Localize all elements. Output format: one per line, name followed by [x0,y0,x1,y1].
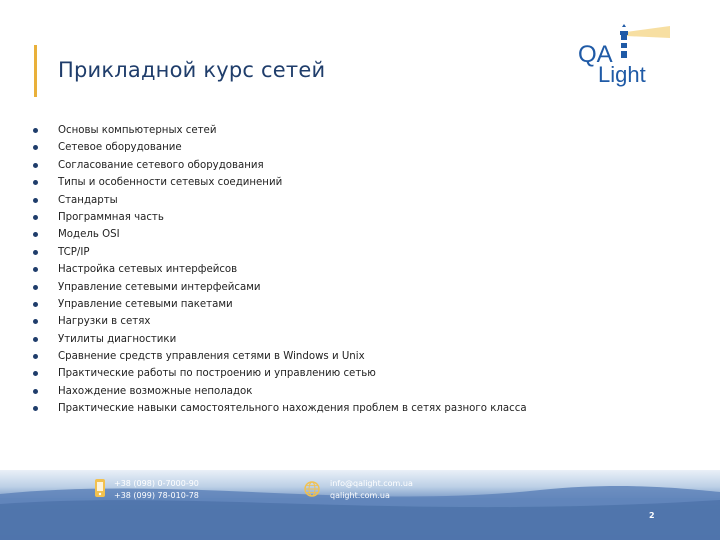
list-item [30,383,527,400]
phone-contacts [114,478,199,502]
website-link[interactable]: qalight.com.ua [330,491,390,500]
list-item [30,157,527,174]
bullet-icon [33,337,38,342]
list-item [30,209,527,226]
list-item-label: Практические работы по построению и управлению сетью [58,368,376,380]
list-item [30,365,527,382]
bullet-icon [33,371,38,376]
list-item-label: Программная часть [58,211,164,223]
list-item [30,313,527,330]
bullet-icon [33,163,38,168]
list-item [30,174,527,191]
email-link[interactable]: info@qalight.com.ua [330,479,413,488]
list-item-label: Нахождение возможные неполадок [58,385,253,397]
bullet-icon [33,145,38,150]
list-item [30,331,527,348]
list-item-label: Сетевое оборудование [58,142,182,154]
list-item [30,261,527,278]
slide-title: Прикладной курс сетей [58,58,326,82]
bullet-icon [33,285,38,290]
mobile-phone-icon [94,478,106,498]
bullet-icon [33,389,38,394]
phone-number-1[interactable]: +38 (098) 0-7000-90 [114,479,199,488]
bullet-icon [33,354,38,359]
globe-icon [304,481,320,497]
lighthouse-icon [620,24,670,58]
bullet-icon [33,215,38,220]
list-item-label: Типы и особенности сетевых соединений [58,177,283,189]
bullet-icon [33,180,38,185]
list-item-label: Управление сетевыми интерфейсами [58,281,261,293]
list-item-label: Сравнение средств управления сетями в Windows и Unix [58,351,365,363]
list-item-label: Нагрузки в сетях [58,316,151,328]
logo-text-qa: QA [578,41,613,68]
list-item [30,226,527,243]
list-item [30,279,527,296]
logo-text-light: Light [598,62,646,87]
phone-number-2[interactable]: +38 (099) 78-010-78 [114,491,199,500]
list-item-label: Модель OSI [58,229,120,241]
list-item [30,192,527,209]
bullet-icon [33,406,38,411]
bullet-icon [33,267,38,272]
list-item-label: Практические навыки самостоятельного нахождения проблем в сетях разного класса [58,403,527,415]
list-item-label: Согласование сетевого оборудования [58,159,264,171]
bullet-icon [33,319,38,324]
bullet-icon [33,198,38,203]
list-item [30,244,527,261]
list-item-label: Стандарты [58,194,118,206]
list-item [30,348,527,365]
list-item-label: Утилиты диагностики [58,333,177,345]
list-item-label: Управление сетевыми пакетами [58,298,233,310]
list-item [30,139,527,156]
course-topics-list [30,122,527,418]
page-number: 2 [649,511,655,520]
list-item [30,122,527,139]
list-item-label: TCP/IP [58,246,90,258]
bullet-icon [33,250,38,255]
bullet-icon [33,302,38,307]
qalight-logo [560,22,680,92]
title-accent-bar [34,45,37,97]
bullet-icon [33,232,38,237]
web-contacts [330,478,413,502]
list-item-label: Основы компьютерных сетей [58,125,217,136]
list-item [30,400,527,417]
list-item-label: Настройка сетевых интерфейсов [58,264,238,276]
bullet-icon [33,128,38,133]
list-item [30,296,527,313]
